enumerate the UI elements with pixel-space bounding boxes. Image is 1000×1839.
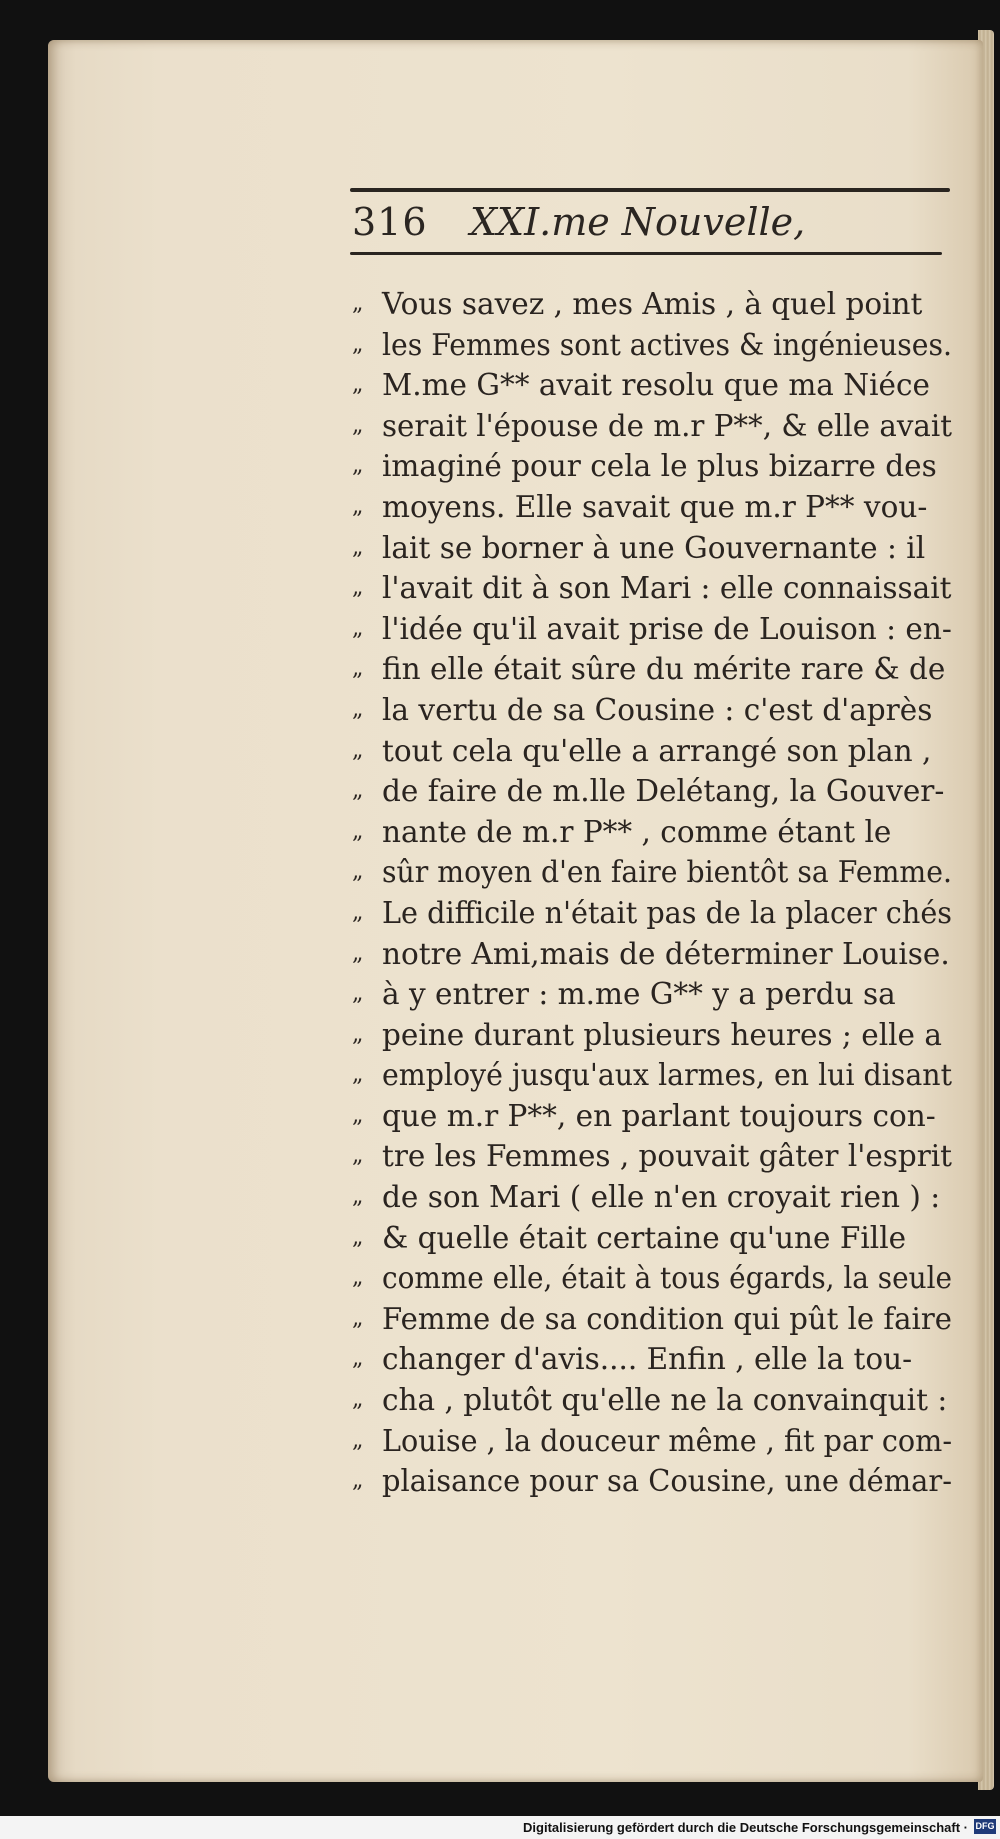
line-text: & quelle était certaine qu'une Fille <box>382 1220 907 1255</box>
line-text: tre les Femmes , pouvait gâter l'esprit <box>382 1139 952 1174</box>
digitization-credit: Digitalisierung gefördert durch die Deutsche Forschungsgemeinschaft · <box>523 1820 968 1835</box>
text-line <box>352 1136 962 1177</box>
line-text: l'idée qu'il avait prise de Louison : en- <box>382 611 952 646</box>
quote-mark: „ <box>352 696 364 722</box>
text-line <box>352 812 962 853</box>
text-line <box>352 1015 962 1056</box>
text-line <box>352 1380 962 1421</box>
line-text: imaginé pour cela le plus bizarre des <box>382 449 937 484</box>
quote-mark: „ <box>352 575 364 601</box>
text-line <box>352 528 962 569</box>
line-text: comme elle, était à tous égards, la seule <box>382 1261 952 1296</box>
quote-mark: „ <box>352 372 364 398</box>
quote-mark: „ <box>352 940 364 966</box>
line-text: Louise , la douceur même , fit par com- <box>382 1423 952 1458</box>
line-text: nante de m.r P** , comme étant le <box>382 814 892 849</box>
text-line <box>352 1421 962 1462</box>
quote-mark: „ <box>352 737 364 763</box>
quote-mark: „ <box>352 534 364 560</box>
text-line <box>352 893 962 934</box>
quote-mark: „ <box>352 615 364 641</box>
quote-mark: „ <box>352 778 364 804</box>
line-text: notre Ami,mais de déterminer Louise. <box>382 936 950 971</box>
text-line <box>352 325 962 366</box>
quote-mark: „ <box>352 1346 364 1372</box>
line-text: M.me G** avait resolu que ma Niéce <box>382 368 930 403</box>
quote-mark: „ <box>352 453 364 479</box>
line-text: Le difficile n'était pas de la placer chés <box>382 895 952 930</box>
page-number: 316 <box>352 200 428 244</box>
quote-mark: „ <box>352 1021 364 1047</box>
quote-mark: „ <box>352 1184 364 1210</box>
text-line <box>352 974 962 1015</box>
line-text: de faire de m.lle Delétang, la Gouver- <box>382 774 945 809</box>
line-text: sûr moyen d'en faire bientôt sa Femme. <box>382 855 952 890</box>
line-text: tout cela qu'elle a arrangé son plan , <box>382 733 932 768</box>
text-line <box>352 934 962 975</box>
line-text: à y entrer : m.me G** y a perdu sa <box>382 977 896 1012</box>
line-text: peine durant plusieurs heures ; elle a <box>382 1017 942 1052</box>
line-text: les Femmes sont actives & ingénieuses. <box>382 327 952 362</box>
quote-mark: „ <box>352 412 364 438</box>
page-header <box>352 196 952 252</box>
text-line <box>352 771 962 812</box>
line-text: lait se borner à une Gouvernante : il <box>382 530 926 565</box>
text-line <box>352 1461 962 1502</box>
body-text <box>352 284 962 1502</box>
text-line <box>352 1258 962 1299</box>
quote-mark: „ <box>352 1224 364 1250</box>
quote-mark: „ <box>352 981 364 1007</box>
quote-mark: „ <box>352 1305 364 1331</box>
text-line <box>352 1218 962 1259</box>
quote-mark: „ <box>352 1062 364 1088</box>
quote-mark: „ <box>352 859 364 885</box>
text-line <box>352 609 962 650</box>
text-line <box>352 284 962 325</box>
quote-mark: „ <box>352 1265 364 1291</box>
line-text: Femme de sa condition qui pût le faire <box>382 1301 952 1336</box>
text-line <box>352 487 962 528</box>
text-line <box>352 1055 962 1096</box>
quote-mark: „ <box>352 656 364 682</box>
quote-mark: „ <box>352 1143 364 1169</box>
text-line <box>352 731 962 772</box>
text-line <box>352 406 962 447</box>
text-line <box>352 1177 962 1218</box>
line-text: fin elle était sûre du mérite rare & de <box>382 652 946 687</box>
quote-mark: „ <box>352 1387 364 1413</box>
text-line <box>352 690 962 731</box>
quote-mark: „ <box>352 899 364 925</box>
header-rule-bottom <box>350 252 942 255</box>
line-text: serait l'épouse de m.r P**, & elle avait <box>382 408 952 443</box>
line-text: la vertu de sa Cousine : c'est d'après <box>382 692 933 727</box>
header-rule-top <box>350 188 950 192</box>
quote-mark: „ <box>352 291 364 316</box>
line-text: que m.r P**, en parlant toujours con- <box>382 1098 936 1133</box>
running-title: XXI.me Nouvelle, <box>470 200 806 244</box>
text-line <box>352 1096 962 1137</box>
line-text: plaisance pour sa Cousine, une démar- <box>382 1464 952 1499</box>
line-text: l'avait dit à son Mari : elle connaissait <box>382 571 952 606</box>
text-line <box>352 365 962 406</box>
line-text: changer d'avis.... Enfin , elle la tou- <box>382 1342 913 1377</box>
text-line <box>352 1299 962 1340</box>
text-line <box>352 568 962 609</box>
dfg-logo: DFG <box>974 1819 996 1834</box>
line-text: moyens. Elle savait que m.r P** vou- <box>382 489 928 524</box>
quote-mark: „ <box>352 493 364 519</box>
line-text: Vous savez , mes Amis , à quel point <box>382 287 923 321</box>
line-text: cha , plutôt qu'elle ne la convainquit : <box>382 1383 948 1418</box>
quote-mark: „ <box>352 818 364 844</box>
text-line <box>352 1339 962 1380</box>
text-line <box>352 649 962 690</box>
text-line <box>352 852 962 893</box>
text-line <box>352 446 962 487</box>
quote-mark: „ <box>352 1468 364 1494</box>
line-text: de son Mari ( elle n'en croyait rien ) : <box>382 1180 941 1215</box>
line-text: employé jusqu'aux larmes, en lui disant <box>382 1058 952 1093</box>
quote-mark: „ <box>352 331 364 357</box>
quote-mark: „ <box>352 1102 364 1128</box>
quote-mark: „ <box>352 1427 364 1453</box>
